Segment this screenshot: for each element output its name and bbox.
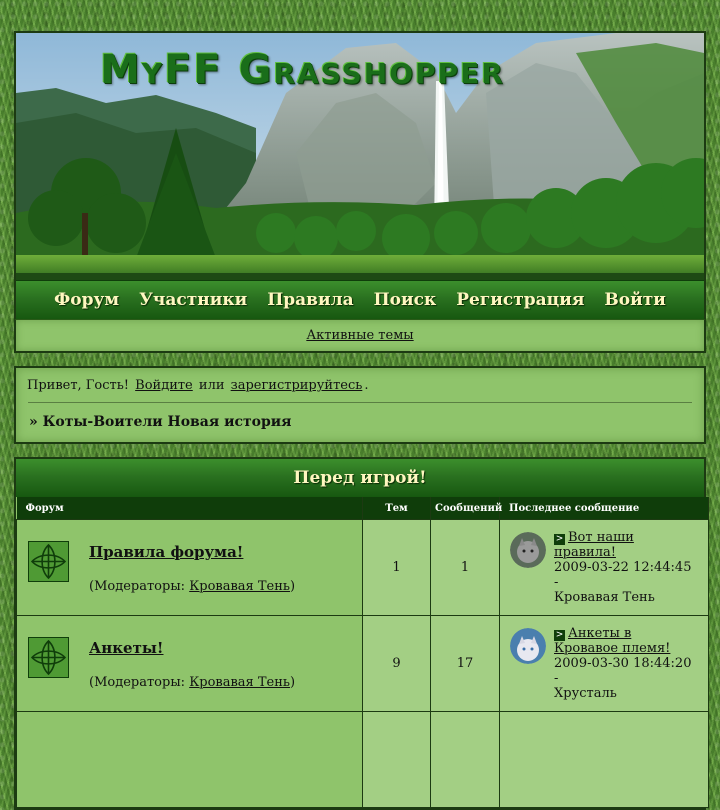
forum-name: » Коты-Воители Новая история	[29, 414, 292, 430]
go-arrow-icon[interactable]: >	[555, 630, 564, 640]
nav-forum[interactable]: Форум	[54, 290, 120, 310]
greeting-line	[27, 378, 368, 393]
subnav-bar	[14, 319, 706, 353]
forum-cell	[17, 712, 363, 808]
forum-title-link[interactable]: Анкеты!	[89, 639, 164, 657]
last-post-wrap	[510, 626, 698, 701]
posts-count	[431, 712, 500, 808]
last-post-date: 2009-03-30 18:44:20 -	[554, 656, 692, 686]
posts-count: 17	[431, 616, 500, 712]
go-arrow-icon[interactable]: >	[555, 534, 564, 544]
forum-moderators	[89, 675, 295, 690]
mods-prefix: (Модераторы:	[89, 579, 190, 594]
last-post-cell	[500, 616, 709, 712]
forum-cell	[17, 616, 363, 712]
nav-login[interactable]: Войти	[604, 290, 666, 310]
forum-cell	[17, 520, 363, 616]
table-header	[17, 497, 709, 520]
header	[14, 31, 706, 319]
col-forum: Форум	[17, 497, 363, 520]
moderator-link[interactable]: Кровавая Тень	[189, 579, 290, 594]
forum-moderators	[89, 579, 295, 594]
last-post-info	[554, 530, 698, 605]
table-row	[17, 712, 709, 808]
user-avatar[interactable]	[510, 628, 546, 664]
mods-suffix: )	[289, 675, 296, 690]
last-post-date: 2009-03-22 12:44:45 -	[554, 560, 692, 590]
last-post-link[interactable]: Анкеты в Кровавое племя!	[554, 626, 671, 656]
greeting-text: Привет, Гость!	[27, 378, 130, 393]
user-avatar[interactable]	[510, 532, 546, 568]
nav-rules[interactable]: Правила	[267, 290, 354, 310]
mods-suffix: )	[289, 579, 296, 594]
forum-leaf-icon	[28, 541, 69, 582]
main-nav	[16, 280, 704, 319]
last-post-author: Кровавая Тень	[554, 590, 655, 605]
welcome-box	[14, 366, 706, 444]
last-post-cell	[500, 520, 709, 616]
forum-title-link[interactable]: Правила форума!	[89, 543, 244, 561]
category-block	[14, 457, 706, 810]
moderator-link[interactable]: Кровавая Тень	[189, 675, 290, 690]
divider	[28, 402, 692, 403]
header-banner	[16, 33, 704, 280]
col-posts: Сообщений	[431, 497, 500, 520]
last-post-info	[554, 626, 698, 701]
active-topics-link[interactable]: Активные темы	[306, 328, 414, 343]
last-post-cell	[500, 712, 709, 808]
topics-count: 9	[363, 616, 431, 712]
last-post-link[interactable]: Вот наши правила!	[554, 530, 634, 560]
site-logo[interactable]: MyFF Grasshopper	[100, 47, 505, 93]
forum-leaf-icon	[28, 637, 69, 678]
or-text: или	[198, 378, 225, 393]
login-link[interactable]: Войдите	[135, 378, 193, 393]
table-row	[17, 616, 709, 712]
nav-register[interactable]: Регистрация	[456, 290, 585, 310]
table-row	[17, 520, 709, 616]
nav-search[interactable]: Поиск	[373, 290, 437, 310]
topics-count: 1	[363, 520, 431, 616]
period-text: .	[364, 378, 369, 393]
category-title: Перед игрой!	[16, 459, 704, 497]
posts-count: 1	[431, 520, 500, 616]
col-topics: Тем	[363, 497, 431, 520]
last-post-wrap	[510, 530, 698, 605]
register-link[interactable]: зарегистрируйтесь	[230, 378, 363, 393]
mods-prefix: (Модераторы:	[89, 675, 190, 690]
nav-members[interactable]: Участники	[139, 290, 248, 310]
forum-table	[16, 497, 709, 808]
col-last-post: Последнее сообщение	[500, 497, 709, 520]
last-post-author: Хрусталь	[554, 686, 617, 701]
page-wrapper	[14, 31, 706, 810]
topics-count	[363, 712, 431, 808]
